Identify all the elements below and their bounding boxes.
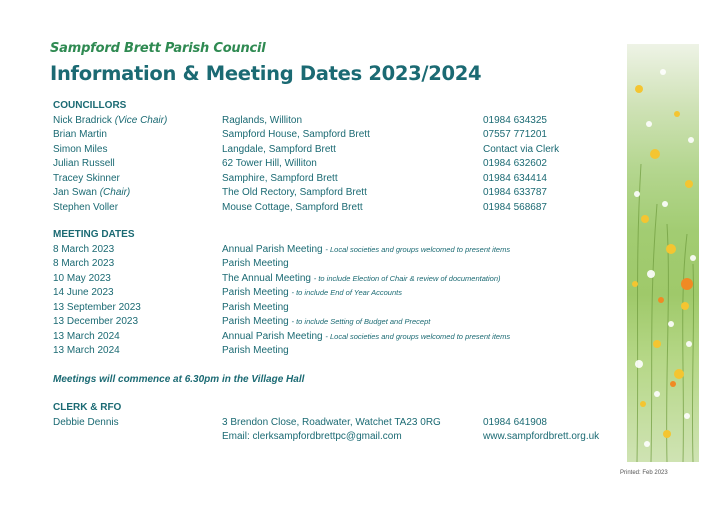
wildflower-image [627,44,699,462]
meeting-row [53,243,613,258]
clerk-section [53,401,623,445]
clerk-address: 3 Brendon Close, Roadwater, Watchet TA23 0RG [222,416,441,428]
councillors-section [53,99,593,215]
councillor-contact: 01984 632602 [483,158,547,169]
meeting-row [53,257,613,272]
meeting-date: 14 June 2023 [53,287,114,298]
clerk-heading: CLERK & RFO [53,402,122,413]
councillor-name: Brian Martin [53,129,107,140]
councillor-row [53,128,593,143]
printed-date: Printed: Feb 2023 [620,470,668,476]
councillor-address: 62 Tower Hill, Williton [222,158,317,169]
councillor-contact: 01984 568687 [483,201,547,213]
meeting-type: Parish Meeting [222,301,289,313]
meeting-row [53,330,613,345]
meeting-row [53,272,613,287]
councillors-heading: COUNCILLORS [53,100,127,111]
councillor-name: Jan Swan (Chair) [53,187,131,198]
meeting-date: 8 March 2023 [53,243,115,255]
councillor-contact: 07557 771201 [483,129,547,140]
meetings-section [53,228,613,359]
councillor-row [53,114,593,129]
meeting-type: Parish Meeting - to include Setting of Budget and Precept [222,316,431,327]
meeting-date: 13 September 2023 [53,301,141,313]
meeting-type: Parish Meeting [222,258,289,269]
meeting-type: Annual Parish Meeting - Local societies and groups welcomed to present items [222,243,511,255]
meeting-type: Parish Meeting [222,345,289,356]
councillor-contact: 01984 634414 [483,172,547,184]
meeting-type: Parish Meeting - to include End of Year Accounts [222,287,402,298]
council-name: Sampford Brett Parish Council [50,41,266,56]
councillor-row [53,186,593,201]
councillor-address: Langdale, Sampford Brett [222,143,336,155]
meeting-row [53,344,613,359]
meeting-row [53,315,613,330]
meeting-date: 13 December 2023 [53,316,139,327]
meeting-date: 10 May 2023 [53,272,111,284]
councillor-row [53,172,593,187]
councillor-row [53,201,593,216]
meeting-row [53,286,613,301]
councillor-address: Raglands, Williton [222,114,303,126]
councillor-contact: 01984 633787 [483,187,547,198]
councillor-row [53,157,593,172]
meeting-note: - to include Election of Chair & review of documentation) [313,273,501,283]
councillor-address: Mouse Cottage, Sampford Brett [222,201,363,213]
clerk-email[interactable]: Email: clerksampfordbrettpc@gmail.com [222,431,402,442]
meeting-note: - to include Setting of Budget and Precept [291,317,431,326]
councillor-role: (Chair) [99,187,131,198]
clerk-website[interactable]: www.sampfordbrett.org.uk [483,431,600,442]
councillor-name: Tracey Skinner [53,172,120,184]
councillor-row [53,143,593,158]
page-title: Information & Meeting Dates 2023/2024 [50,62,482,85]
clerk-name: Debbie Dennis [53,416,119,428]
clerk-phone: 01984 641908 [483,416,547,428]
councillor-name: Julian Russell [53,158,115,169]
meeting-note: - Local societies and groups welcomed to present items [325,331,511,341]
councillor-address: The Old Rectory, Sampford Brett [222,187,367,198]
meetings-heading: MEETING DATES [53,229,135,240]
commence-note: Meetings will commence at 6.30pm in the Village Hall [53,374,305,385]
councillor-address: Samphire, Sampford Brett [222,172,338,184]
councillor-role: (Vice Chair) [114,114,168,126]
meeting-type: Annual Parish Meeting - Local societies and groups welcomed to present items [222,330,511,342]
meeting-note: - Local societies and groups welcomed to present items [325,244,511,254]
meeting-date: 13 March 2024 [53,345,120,356]
councillor-name: Nick Bradrick (Vice Chair) [53,114,168,126]
meeting-type: The Annual Meeting - to include Election of Chair & review of documentation) [222,272,501,284]
councillor-name: Stephen Voller [53,201,119,213]
meeting-date: 13 March 2024 [53,330,120,342]
councillor-name: Simon Miles [53,143,108,155]
meeting-note: - to include End of Year Accounts [291,288,402,297]
councillor-address: Sampford House, Sampford Brett [222,129,370,140]
meeting-row [53,301,613,316]
councillor-contact: Contact via Clerk [483,143,560,155]
meeting-date: 8 March 2023 [53,258,115,269]
councillor-contact: 01984 634325 [483,114,547,126]
